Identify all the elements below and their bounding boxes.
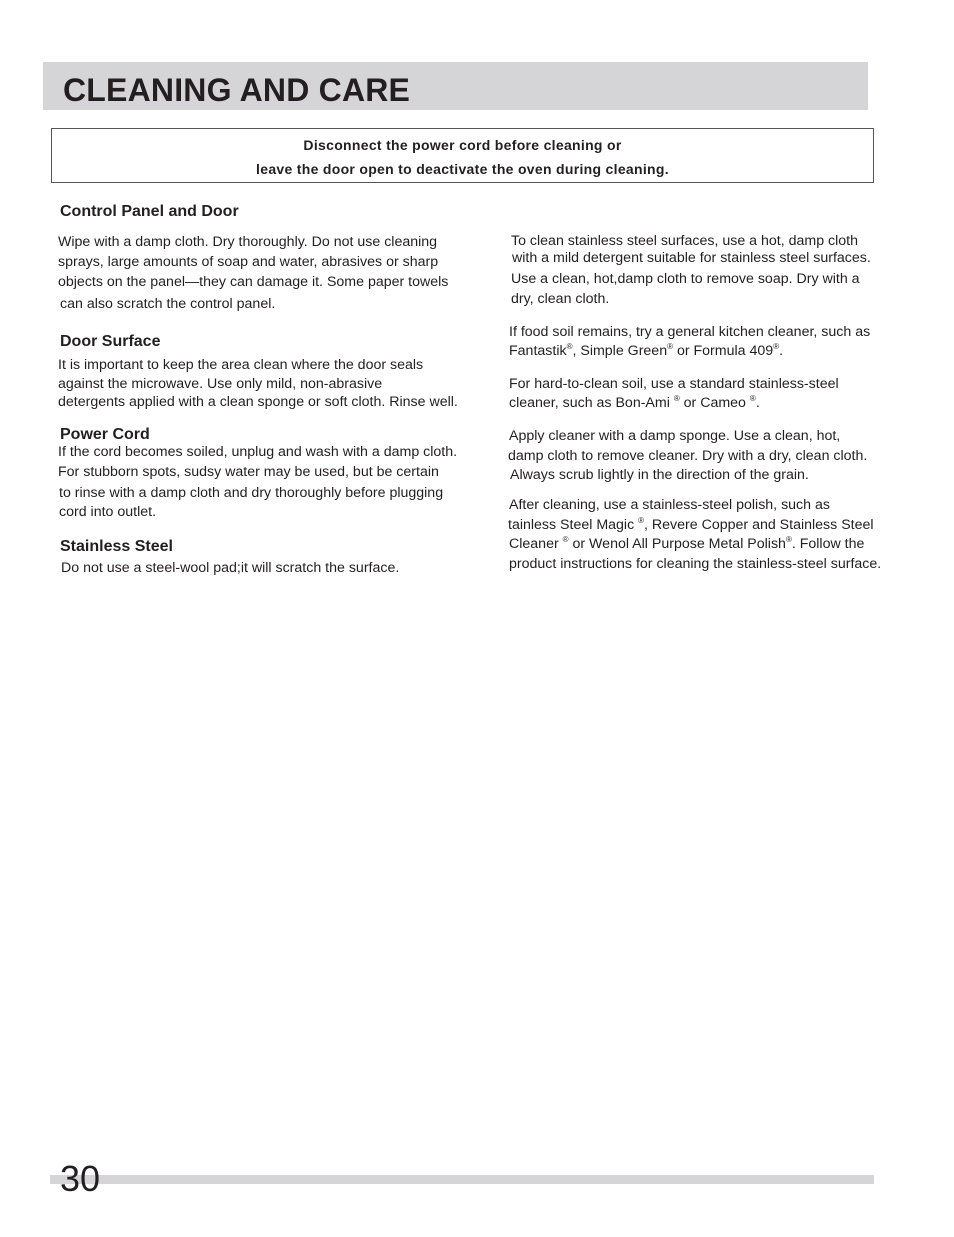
text-line: Use a clean, hot,damp cloth to remove soap. Dry with a xyxy=(511,271,860,287)
paragraph-stainless-steel xyxy=(61,559,399,579)
page-title: CLEANING AND CARE xyxy=(63,72,411,108)
text-fragment: or Wenol All Purpose Metal Polish xyxy=(568,536,786,552)
text-line xyxy=(509,342,870,361)
text-line: detergents applied with a clean sponge or soft cloth. Rinse well. xyxy=(58,394,458,410)
paragraph-food-soil xyxy=(509,323,870,361)
text-line: For stubborn spots, sudsy water may be used, but be certain xyxy=(58,463,439,480)
text-fragment: , Revere Copper and Stainless Steel xyxy=(644,516,874,533)
text-line: If food soil remains, try a general kitchen cleaner, such as xyxy=(509,324,871,340)
paragraph-power-cord xyxy=(58,443,457,522)
heading-stainless-steel: Stainless Steel xyxy=(60,538,173,555)
paragraph-door-surface xyxy=(58,356,458,412)
page-number: 30 xyxy=(60,1158,101,1199)
text-line xyxy=(509,394,839,413)
registered-mark: ® xyxy=(667,342,673,351)
text-line: To clean stainless steel surfaces, use a hot, damp cloth xyxy=(511,233,858,249)
warning-line-2: leave the door open to deactivate the oven during cleaning. xyxy=(256,161,669,177)
registered-mark: ® xyxy=(638,515,645,525)
text-fragment: . Follow the xyxy=(791,536,865,552)
warning-box xyxy=(51,128,874,183)
paragraph-polish xyxy=(508,496,881,574)
paragraph-stainless-cleaning xyxy=(510,233,871,308)
text-line: with a mild detergent suitable for stainless steel surfaces. xyxy=(512,250,871,266)
text-line xyxy=(508,535,881,555)
title-bar xyxy=(43,62,868,110)
text-fragment: or Cameo xyxy=(679,395,750,411)
text-line: Apply cleaner with a damp sponge. Use a clean, hot, xyxy=(509,428,841,444)
text-line: cord into outlet. xyxy=(59,503,157,520)
paragraph-apply-cleaner xyxy=(508,427,867,486)
registered-mark: ® xyxy=(566,342,573,351)
text-fragment: . xyxy=(779,343,784,359)
warning-line-1: Disconnect the power cord before cleaning or xyxy=(303,137,622,153)
registered-mark: ® xyxy=(785,535,792,544)
registered-mark: ® xyxy=(562,535,569,544)
text-line: can also scratch the control panel. xyxy=(60,295,276,312)
text-line: Wipe with a damp cloth. Dry thoroughly. Do not use cleaning xyxy=(58,234,438,250)
text-line: For hard-to-clean soil, use a standard stainless-steel xyxy=(509,376,839,392)
heading-control-panel: Control Panel and Door xyxy=(60,203,239,220)
text-fragment: . xyxy=(755,395,760,411)
text-line: Always scrub lightly in the direction of the grain. xyxy=(510,467,809,483)
text-line: After cleaning, use a stainless-steel polish, such as xyxy=(509,497,830,513)
text-fragment: or Formula 409 xyxy=(673,343,774,359)
heading-door-surface: Door Surface xyxy=(60,333,161,350)
text-fragment: Fantastik xyxy=(509,343,567,359)
paragraph-hard-soil xyxy=(509,375,839,413)
registered-mark: ® xyxy=(749,394,756,403)
heading-power-cord: Power Cord xyxy=(60,426,150,443)
text-line: dry, clean cloth. xyxy=(511,291,610,307)
registered-mark: ® xyxy=(773,342,780,351)
text-fragment: cleaner, such as Bon-Ami xyxy=(509,395,674,411)
text-line: Do not use a steel-wool pad;it will scratch the surface. xyxy=(61,560,400,576)
text-line: It is important to keep the area clean where the door seals xyxy=(58,357,424,373)
text-fragment: tainless Steel Magic xyxy=(508,516,639,533)
text-line: to rinse with a damp cloth and dry thoroughly before plugging xyxy=(59,485,444,501)
text-line: If the cord becomes soiled, unplug and wash with a damp cloth. xyxy=(58,444,458,460)
text-fragment: , Simple Green xyxy=(572,343,668,359)
text-line: product instructions for cleaning the stainless-steel surface. xyxy=(509,555,882,572)
text-line xyxy=(508,516,881,536)
footer-bar xyxy=(50,1175,874,1184)
paragraph-control-panel xyxy=(58,233,448,314)
text-line: damp cloth to remove cleaner. Dry with a dry, clean cloth. xyxy=(508,447,868,464)
text-line: sprays, large amounts of soap and water, abrasives or sharp xyxy=(58,253,439,270)
text-line: against the microwave. Use only mild, non-abrasive xyxy=(58,375,383,392)
registered-mark: ® xyxy=(673,394,680,403)
text-fragment: Cleaner xyxy=(509,536,563,552)
text-line: objects on the panel—they can damage it. Some paper towels xyxy=(58,274,449,290)
